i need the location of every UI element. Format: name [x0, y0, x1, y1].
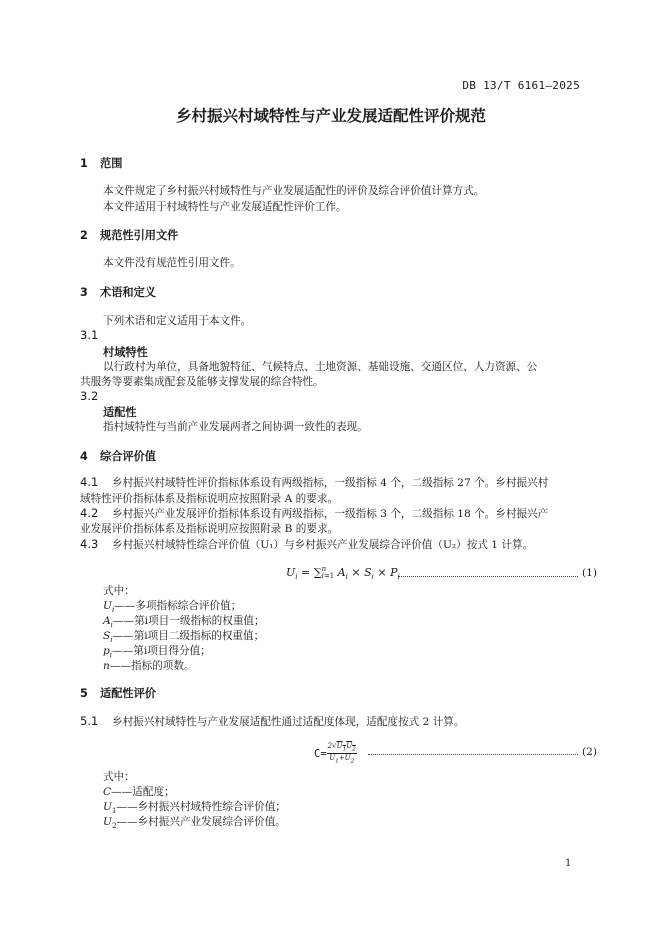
section-number: 2 [80, 229, 88, 242]
paragraph: 本文件适用于村域特性与产业发展适配性评价工作。 [103, 201, 347, 213]
section-5-heading [80, 685, 156, 701]
variable-description: ——指标的项数。 [109, 660, 195, 672]
variable-description: ——乡村振兴产业发展综合评价值。 [116, 816, 286, 828]
variable-definition [103, 814, 286, 830]
variable-definition [103, 598, 241, 614]
clause-number: 5.1 [80, 714, 99, 728]
variable-definition [103, 799, 286, 815]
section-3-heading [80, 284, 156, 300]
clause-continuation: 业发展评价指标体系及指标说明应按照附录 B 的要求。 [80, 523, 339, 535]
variable-description: ——第i项目一级指标的权重值； [112, 615, 265, 627]
variable-subscript: 2 [111, 822, 117, 831]
variable-description: ——第i项目二级指标的权重值； [112, 630, 265, 642]
variable-definition [103, 613, 265, 629]
formula-lhs: C= [314, 747, 327, 760]
clause-text: 乡村振兴村域特性综合评价值（U₁）与乡村振兴产业发展综合评价值（U₂）按式 1 计算。 [112, 539, 534, 551]
clause-text: 乡村振兴村域特性与产业发展适配性通过适配度体现，适配度按式 2 计算。 [112, 716, 465, 728]
clause-number: 4.3 [80, 537, 99, 551]
formula-leader-dots [398, 576, 578, 577]
page-number: 1 [565, 858, 572, 869]
section-1-heading [80, 155, 122, 171]
term-definition-line: 共服务等要素集成配套及能够支撑发展的综合特性。 [80, 376, 324, 388]
variable-symbol: n [103, 660, 110, 672]
paragraph: 下列术语和定义适用于本文件。 [103, 315, 252, 327]
variable-definition [103, 628, 264, 644]
clause-number: 4.1 [80, 475, 99, 489]
clause-text: 乡村振兴产业发展评价指标体系设有两级指标，一级指标 3 个，二级指标 18 个。乡村振兴产 [112, 508, 549, 520]
section-title: 范围 [100, 157, 123, 170]
term-definition-line: 以行政村为单位，具备地貌特征、气候特点、土地资源、基础设施、交通区位、人力资源、公 [103, 361, 538, 373]
variable-description: ——多项指标综合评价值； [114, 600, 242, 612]
clause-text: 乡村振兴村域特性评价指标体系设有两级指标，一级指标 4 个，二级指标 27 个。乡村振兴村 [112, 477, 549, 489]
clause-number: 4.2 [80, 506, 99, 520]
where-label: 式中： [103, 771, 135, 783]
variable-symbol: U [103, 816, 112, 828]
section-4-heading [80, 448, 156, 464]
variable-subscript: i [110, 636, 113, 645]
variable-symbol: S [103, 630, 111, 642]
term-definition-line: 指村域特性与当前产业发展两者之间协调一致性的表现。 [103, 421, 368, 433]
section-2-heading [80, 227, 178, 243]
variable-subscript: i [111, 606, 115, 615]
variable-subscript: 1 [111, 807, 117, 816]
variable-definition [103, 784, 175, 800]
variable-definition [103, 658, 195, 674]
variable-symbol: C [103, 786, 112, 798]
formula-leader-dots [368, 754, 578, 755]
variable-subscript: i [110, 621, 113, 630]
variable-symbol: U [103, 600, 112, 612]
formula-1: $U_i$ = ∑ n i=1 $A_i \times S_i \times P_i$ [286, 565, 400, 582]
section-title: 术语和定义 [100, 286, 156, 299]
variable-description: ——乡村振兴村域特性综合评价值； [116, 801, 286, 813]
formula-2: C= $\frac{2√U_1U_2}{U_1+U_2}$ [314, 742, 356, 765]
section-number: 5 [80, 687, 88, 700]
variable-symbol: A [103, 615, 111, 627]
term-name: 适配性 [103, 406, 137, 419]
clause-4-2 [80, 506, 548, 521]
paragraph: 本文件没有规范性引用文件。 [103, 257, 241, 269]
term-number: 3.2 [80, 389, 99, 403]
page-title: 乡村振兴村域特性与产业发展适配性评价规范 [175, 107, 486, 125]
variable-symbol: U [103, 801, 112, 813]
variable-description: ——第i项目得分值； [112, 645, 211, 657]
equation-number: (1) [582, 567, 598, 579]
variable-symbol: p [103, 645, 110, 657]
clause-4-3 [80, 537, 533, 552]
clause-continuation: 域特性评价指标体系及指标说明应按照附录 A 的要求。 [80, 493, 339, 505]
section-number: 1 [80, 157, 88, 170]
clause-5-1 [80, 714, 464, 729]
variable-definition [103, 643, 211, 659]
section-number: 4 [80, 450, 88, 463]
term-name: 村域特性 [103, 346, 148, 359]
section-title: 适配性评价 [100, 687, 156, 700]
clause-4-1 [80, 475, 548, 490]
section-title: 规范性引用文件 [100, 229, 179, 242]
equation-number: (2) [582, 746, 598, 758]
document-code: DB 13/T 6161—2025 [462, 79, 580, 92]
paragraph: 本文件规定了乡村振兴村域特性与产业发展适配性的评价及综合评价值计算方式。 [103, 185, 485, 197]
variable-description: ——适配度； [111, 786, 175, 798]
where-label: 式中： [103, 585, 135, 597]
section-number: 3 [80, 286, 88, 299]
section-title: 综合评价值 [100, 450, 156, 463]
variable-subscript: i [109, 651, 113, 660]
term-number: 3.1 [80, 328, 99, 342]
